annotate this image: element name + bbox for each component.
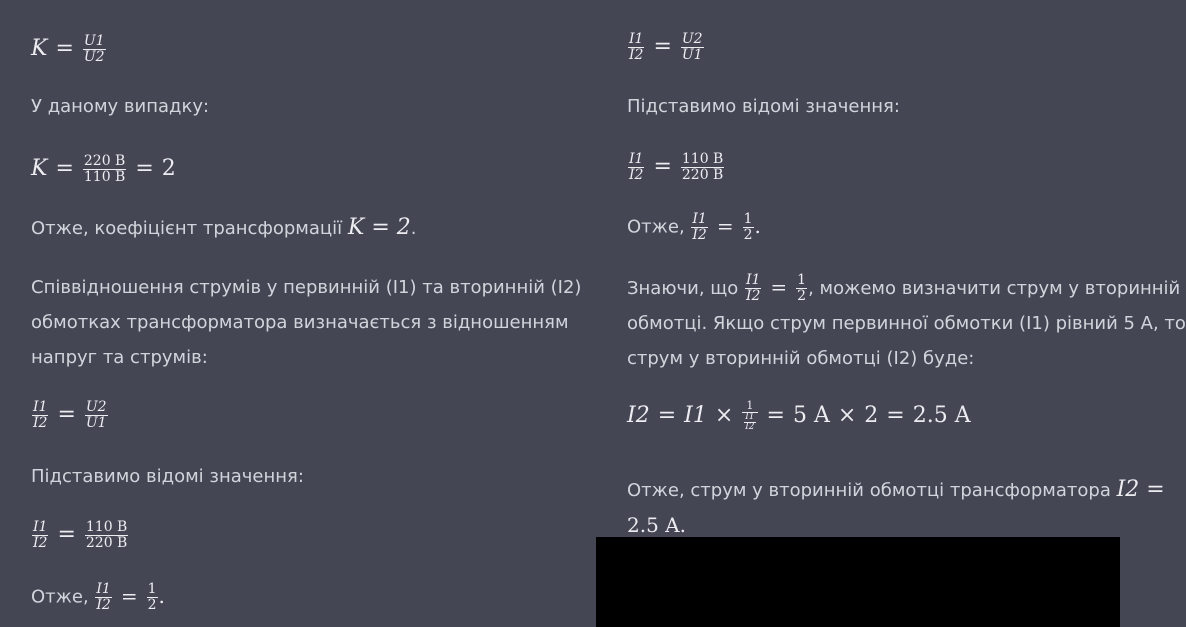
formula-substituted: $\frac{I1}{I2}$ = $\frac{110 В}{220 В}$	[629, 151, 724, 183]
substitute-text: Підставимо відомі значення:	[627, 96, 900, 117]
coefficient-text: Отже, коефіцієнт трансформації K = 2.	[31, 215, 417, 240]
conclusion-text: Отже, $\frac{I1}{I2}$ = $\frac{1}{2}$ .	[31, 581, 165, 613]
formula-k-value: K = $\frac{220 В}{110 В}$ = 2	[31, 153, 176, 185]
conclusion-text: Отже, $\frac{I1}{I2}$ = $\frac{1}{2}$ .	[627, 211, 761, 243]
formula-current-ratio: $\frac{I1}{I2}$ = $\frac{U2}{U1}$	[33, 399, 107, 431]
final-paragraph: Отже, струм у вторинній обмотці трансформатора I2 = 2.5 A.	[627, 477, 1165, 537]
right-column	[596, 0, 1186, 627]
formula-current-ratio: $\frac{I1}{I2}$ = $\frac{U2}{U1}$	[629, 31, 703, 63]
black-overlay	[596, 537, 1120, 627]
ratio-paragraph: Співвідношення струмів у первинній (I1) та вторинній (I2) обмотках трансформатора визначається з відношенням напруг та струмів:	[31, 277, 582, 368]
formula-k-definition: K = $\frac{U1}{U2}$	[31, 33, 105, 65]
formula-secondary-current: I2 = I1 × $\frac{1}{\frac{I1}{I2}}$ = 5 A × 2 = 2.5 A	[627, 399, 971, 432]
formula-substituted: $\frac{I1}{I2}$ = $\frac{110 В}{220 В}$	[33, 519, 128, 551]
substitute-text: Підставимо відомі значення:	[31, 466, 304, 487]
knowing-paragraph: Знаючи, що $\frac{I1}{I2}$ = $\frac{1}{2}$ , можемо визначити струм у вторинній обмотці. Якщо струм первинної обмотки (I1) рівний 5 А, то струм у вторинній обмотці (I2) буде:	[627, 272, 1186, 369]
case-text: У даному випадку:	[31, 96, 210, 117]
fraction-u1-u2: $\frac{U1}{U2}$	[83, 33, 105, 65]
